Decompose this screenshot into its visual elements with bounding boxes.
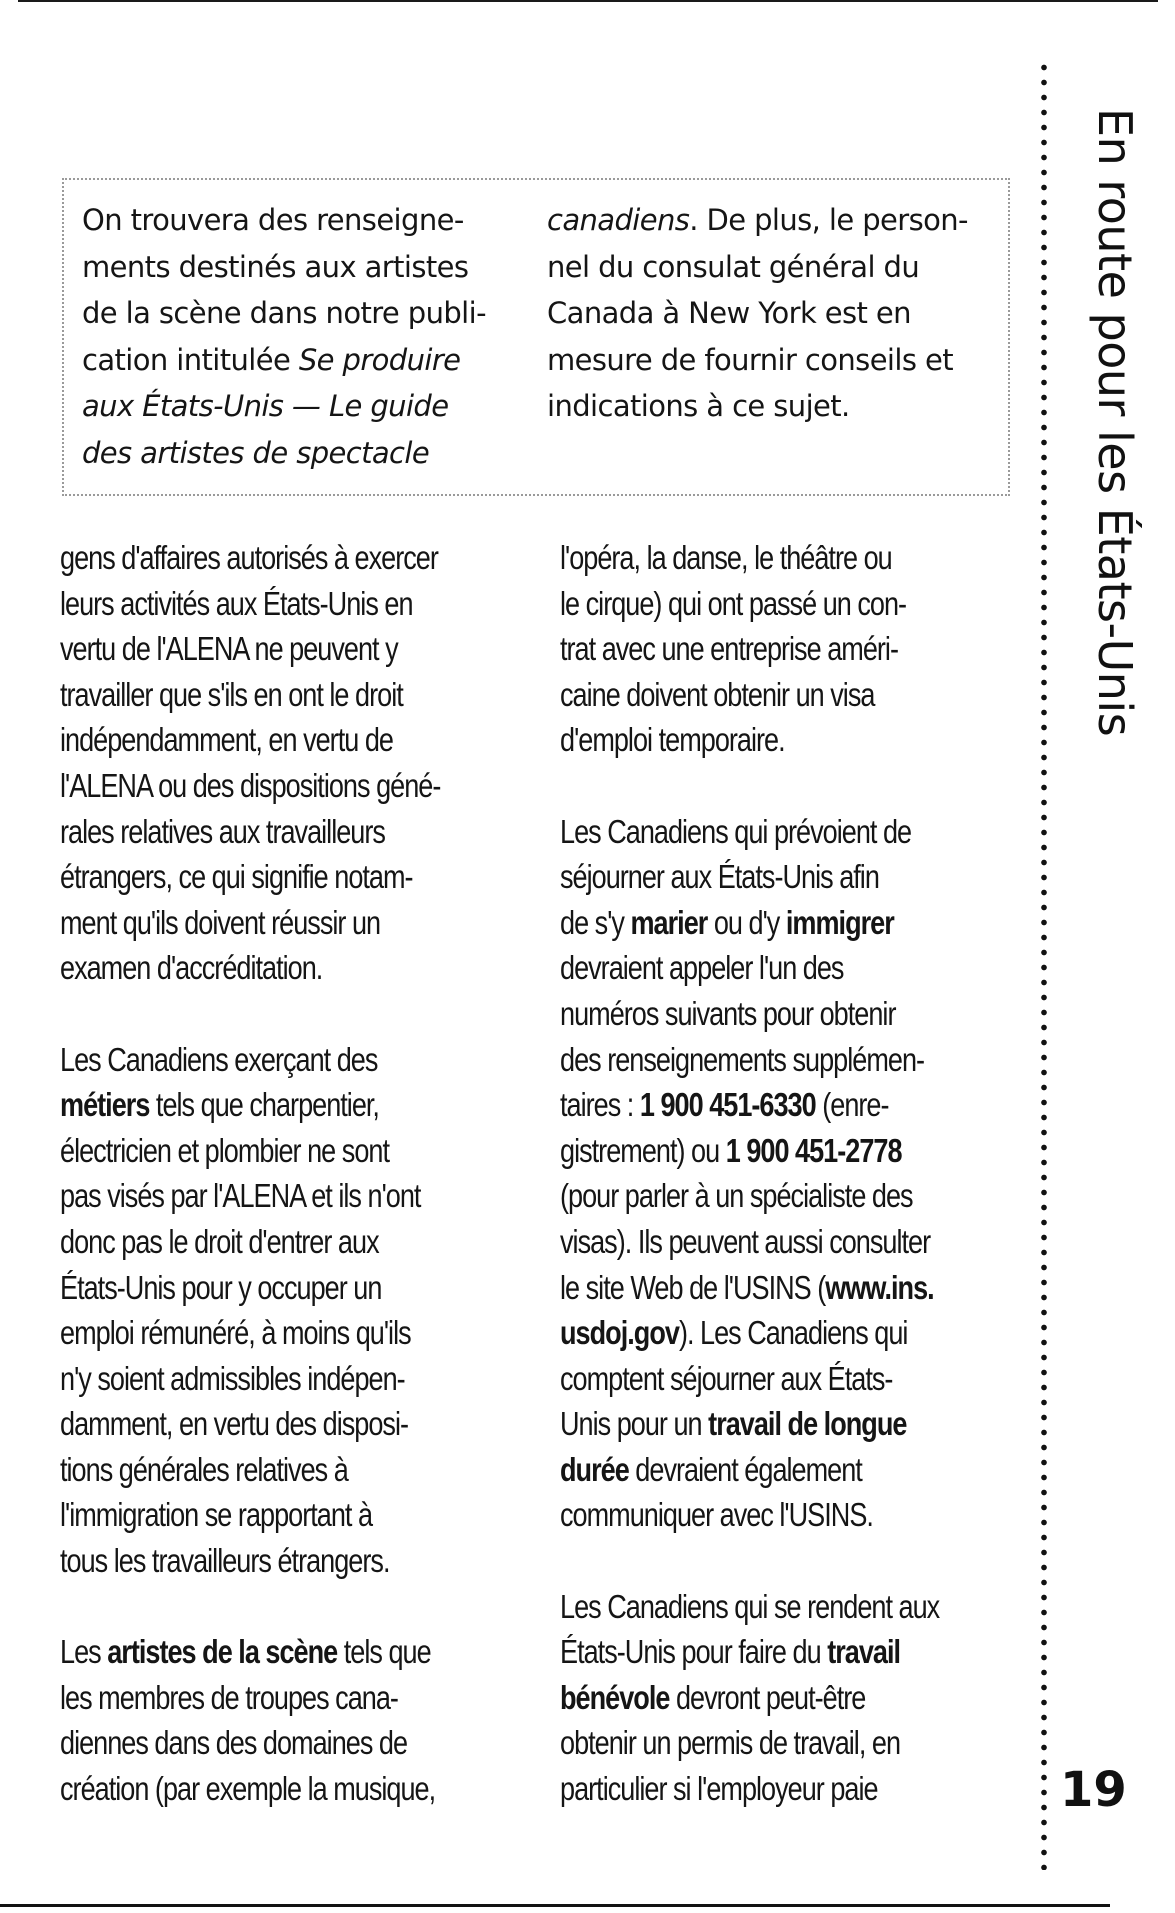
paragraph-gap xyxy=(560,1538,939,1584)
text-run: le site Web de l'USINS ( xyxy=(560,1268,826,1306)
text-line: création (par exemple la musique, xyxy=(60,1770,436,1808)
text-run: tels que charpentier, xyxy=(149,1086,379,1124)
bold-term: marier xyxy=(630,903,708,941)
text-run: taires : xyxy=(560,1086,640,1124)
text-line xyxy=(560,900,939,946)
text-line: nel du consulat général du xyxy=(547,249,920,284)
text-line xyxy=(60,1629,440,1675)
text-line xyxy=(82,337,486,384)
page-number: 19 xyxy=(1060,1762,1127,1818)
text-line: obtenir un permis de travail, en xyxy=(560,1724,901,1762)
text-line: damment, en vertu des disposi- xyxy=(60,1405,409,1443)
text-line: indépendamment, en vertu de xyxy=(60,721,393,759)
text-run: de s'y xyxy=(560,903,631,941)
text-run: cation intitulée xyxy=(82,342,299,377)
text-line xyxy=(560,1082,939,1128)
text-line xyxy=(82,383,486,430)
text-line: comptent séjourner aux États- xyxy=(560,1359,893,1397)
publication-title: aux États-Unis — Le guide xyxy=(82,389,449,423)
paragraph-gap xyxy=(560,763,939,809)
bold-term: métiers xyxy=(60,1086,150,1124)
text-line: gens d'affaires autorisés à exercer xyxy=(60,539,438,576)
text-line: de la scène dans notre publi- xyxy=(82,296,486,330)
text-line xyxy=(560,1128,939,1174)
text-line: emploi rémunéré, à moins qu'ils xyxy=(60,1314,411,1352)
text-run: devraient également xyxy=(628,1450,862,1488)
text-run: Les xyxy=(60,1633,108,1671)
website-url: www.ins. xyxy=(825,1268,934,1306)
text-line: pas visés par l'ALENA et ils n'ont xyxy=(60,1177,421,1215)
bold-term: bénévole xyxy=(560,1678,670,1716)
text-line: étrangers, ce qui signifie notam- xyxy=(60,858,413,896)
text-line xyxy=(60,1082,440,1128)
text-run: . De plus, le person- xyxy=(689,203,968,237)
text-line: particulier si l'employeur paie xyxy=(560,1770,878,1808)
text-line: visas). Ils peuvent aussi consulter xyxy=(560,1222,931,1260)
text-line xyxy=(547,197,968,244)
text-line: vertu de l'ALENA ne peuvent y xyxy=(60,630,398,668)
text-line xyxy=(560,1265,939,1311)
text-line: communiquer avec l'USINS. xyxy=(560,1496,873,1534)
text-line: n'y soient admissibles indépen- xyxy=(60,1359,405,1397)
text-line: devraient appeler l'un des xyxy=(560,949,844,987)
text-line: examen d'accréditation. xyxy=(60,949,323,987)
text-line: leurs activités aux États-Unis en xyxy=(60,584,413,622)
top-rule xyxy=(18,0,1158,2)
text-run: (enre- xyxy=(815,1086,889,1124)
bold-term: immigrer xyxy=(785,903,894,941)
text-line xyxy=(82,430,486,477)
callout-right-column xyxy=(547,197,968,430)
text-line: diennes dans des domaines de xyxy=(60,1724,408,1762)
text-line: ment qu'ils doivent réussir un xyxy=(60,903,381,941)
text-line: tous les travailleurs étrangers. xyxy=(60,1542,390,1580)
text-run: devront peut-être xyxy=(669,1678,866,1716)
text-line: Canada à New York est en xyxy=(547,296,911,330)
text-run: tels que xyxy=(337,1633,431,1671)
text-line: Les Canadiens exerçant des xyxy=(60,1040,378,1078)
text-run: États-Unis pour faire du xyxy=(560,1633,828,1671)
phone-number: 1 900 451-6330 xyxy=(639,1086,816,1124)
bold-term: artistes de la scène xyxy=(107,1633,338,1671)
text-line: l'ALENA ou des dispositions géné- xyxy=(60,766,441,804)
text-line: électricien et plombier ne sont xyxy=(60,1131,389,1169)
section-title: En route pour les États-Unis xyxy=(1088,108,1142,737)
text-line: États-Unis pour y occuper un xyxy=(60,1268,382,1306)
phone-number: 1 900 451-2778 xyxy=(725,1131,902,1169)
bold-term: durée xyxy=(560,1450,629,1488)
text-line: Les Canadiens qui prévoient de xyxy=(560,812,912,850)
text-line xyxy=(560,1310,939,1356)
bottom-rule xyxy=(0,1904,1110,1907)
callout-left-column xyxy=(82,197,486,476)
text-line: les membres de troupes cana- xyxy=(60,1678,398,1716)
publication-title: canadiens xyxy=(547,203,690,237)
text-line: (pour parler à un spécialiste des xyxy=(560,1177,913,1215)
publication-title: des artistes de spectacle xyxy=(82,435,430,470)
text-run: ). Les Canadiens qui xyxy=(678,1314,908,1352)
text-line: numéros suivants pour obtenir xyxy=(560,994,896,1032)
text-line: des renseignements supplémen- xyxy=(560,1040,925,1078)
text-line xyxy=(560,1629,939,1675)
website-url: usdoj.gov xyxy=(560,1314,679,1352)
body-left-column xyxy=(60,535,440,1812)
text-line: le cirque) qui ont passé un con- xyxy=(560,584,907,622)
text-line: rales relatives aux travailleurs xyxy=(60,812,385,850)
text-line: tions générales relatives à xyxy=(60,1450,348,1488)
text-run: gistrement) ou xyxy=(560,1131,726,1169)
paragraph-gap xyxy=(60,991,440,1037)
text-run: ou d'y xyxy=(707,903,786,941)
dotted-divider xyxy=(1039,60,1049,1870)
text-line: travailler que s'ils en ont le droit xyxy=(60,675,403,713)
text-line: d'emploi temporaire. xyxy=(560,721,785,759)
text-line: indications à ce sujet. xyxy=(547,389,850,423)
bold-term: travail de longue xyxy=(708,1405,907,1443)
text-line: l'immigration se rapportant à xyxy=(60,1496,373,1534)
paragraph-gap xyxy=(60,1584,440,1630)
text-line: donc pas le droit d'entrer aux xyxy=(60,1222,379,1260)
text-line: l'opéra, la danse, le théâtre ou xyxy=(560,539,892,576)
text-line: Les Canadiens qui se rendent aux xyxy=(560,1587,940,1625)
text-line: ments destinés aux artistes xyxy=(82,249,469,284)
text-line: séjourner aux États-Unis afin xyxy=(560,858,879,896)
text-run: Unis pour un xyxy=(560,1405,709,1443)
text-line: trat avec une entreprise améri- xyxy=(560,630,898,668)
text-line xyxy=(560,1447,939,1493)
bold-term: travail xyxy=(827,1633,901,1671)
body-right-column xyxy=(560,535,939,1812)
text-line xyxy=(560,1675,939,1721)
text-line: caine doivent obtenir un visa xyxy=(560,675,875,713)
publication-title: Se produire xyxy=(298,342,461,377)
text-line: On trouvera des renseigne- xyxy=(82,203,464,237)
text-line: mesure de fournir conseils et xyxy=(547,342,953,377)
text-line xyxy=(560,1401,939,1447)
